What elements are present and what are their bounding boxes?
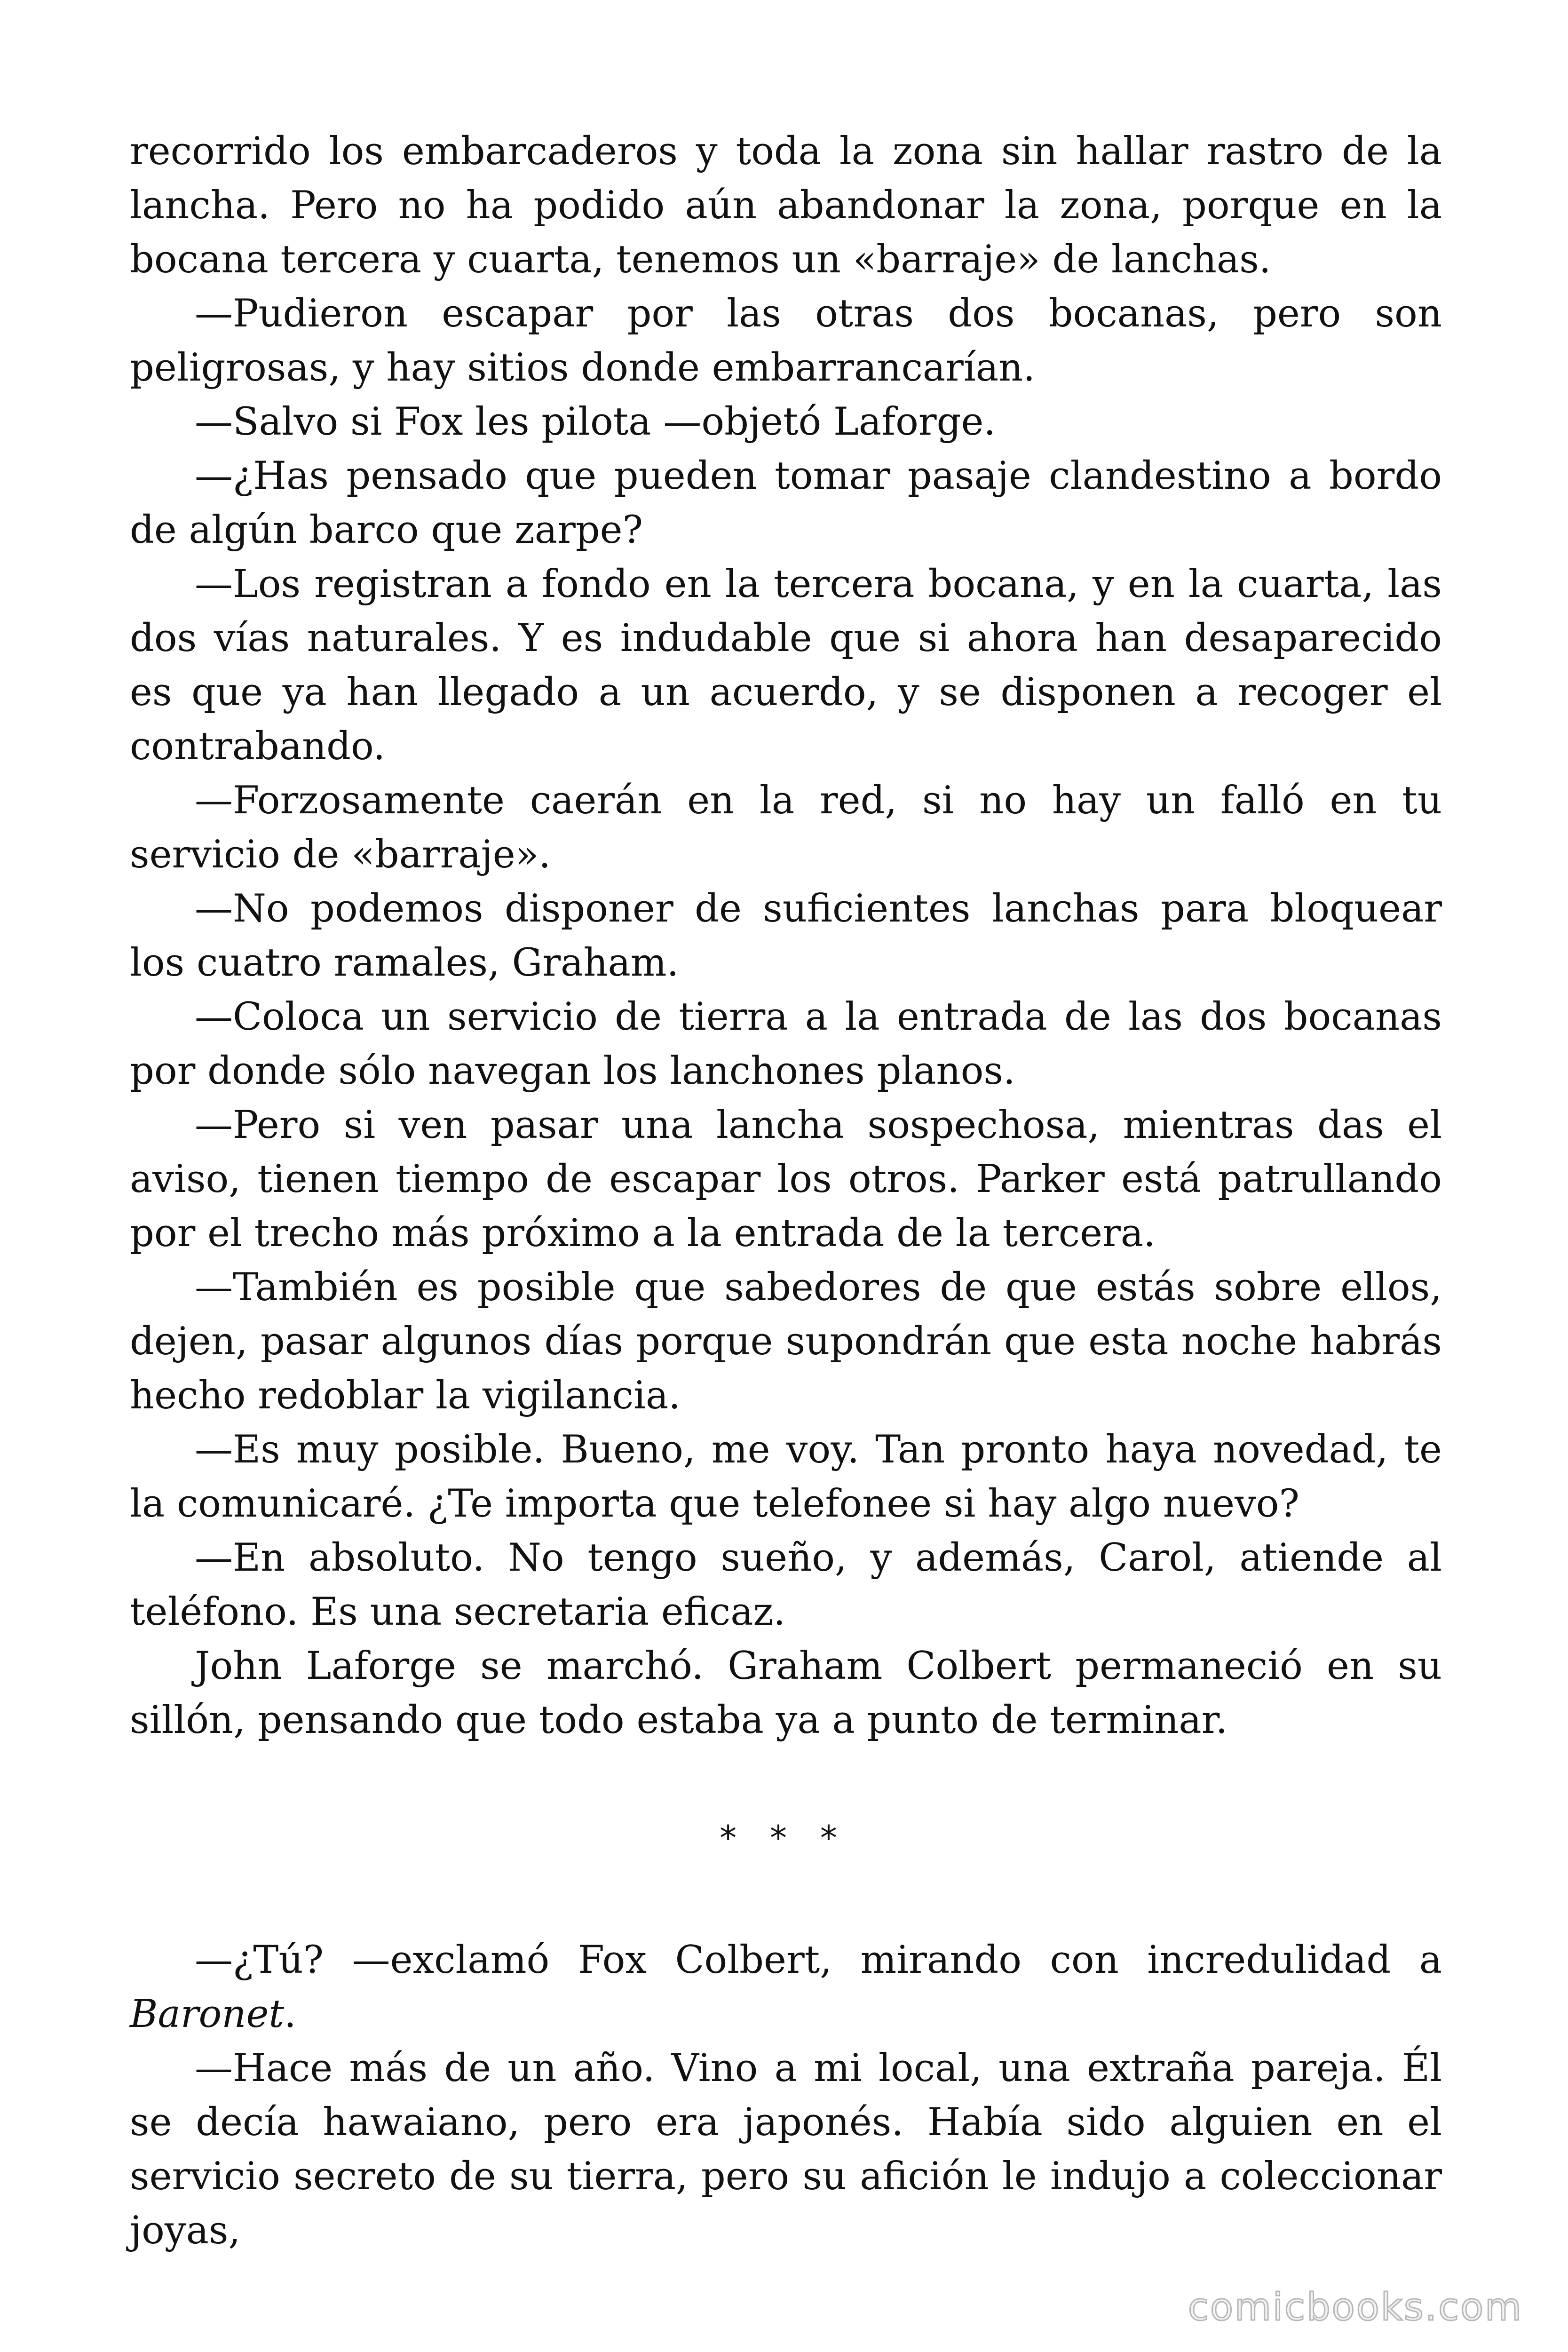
paragraph-dialogue: —También es posible que sabedores de que estás sobre ellos, dejen, pasar algunos días porque supondrán que esta noche habrás hecho redoblar la vigilancia. <box>130 1265 1442 1418</box>
text-block-top <box>130 125 1442 1748</box>
paragraph-dialogue: —Los registran a fondo en la tercera bocana, y en la cuarta, las dos vías naturales. Y es indudable que si ahora han desaparecido es que ya han llegado a un acuerdo, y se disponen a recoger el contrabando. <box>130 562 1442 769</box>
text-block-bottom <box>130 1933 1442 2258</box>
paragraph-dialogue: —En absoluto. No tengo sueño, y además, Carol, atiende al teléfono. Es una secretaria eficaz. <box>130 1536 1442 1634</box>
paragraph-narration: John Laforge se marchó. Graham Colbert permaneció en su sillón, pensando que todo estaba ya a punto de terminar. <box>130 1644 1442 1742</box>
paragraph-dialogue: —Pero si ven pasar una lancha sospechosa, mientras das el aviso, tienen tiempo de escapar los otros. Parker está patrullando por el trecho más próximo a la entrada de la tercera. <box>130 1103 1442 1255</box>
italic-name: Baronet <box>130 1992 284 2036</box>
paragraph-dialogue: —Hace más de un año. Vino a mi local, una extraña pareja. Él se decía hawaiano, pero era japonés. Había sido alguien en el servicio secreto de su tierra, pero su afición le indujo a coleccionar joyas, <box>130 2046 1442 2253</box>
paragraph-dialogue: —Pudieron escapar por las otras dos bocanas, pero son peligrosas, y hay sitios donde embarrancarían. <box>130 292 1442 390</box>
paragraph-dialogue: —Coloca un servicio de tierra a la entrada de las dos bocanas por donde sólo navegan los lanchones planos. <box>130 995 1442 1093</box>
paragraph-dialogue: —Salvo si Fox les pilota —objetó Laforge. <box>195 400 996 444</box>
watermark: comicbooks.com <box>1188 2285 1523 2329</box>
paragraph-dialogue: —Es muy posible. Bueno, me voy. Tan pronto haya novedad, te la comunicaré. ¿Te importa que telefonee si hay algo nuevo? <box>130 1428 1442 1526</box>
scene-separator: * * * <box>720 1818 848 1858</box>
paragraph-dialogue <box>130 1933 1442 2042</box>
paragraph-text: —¿Tú? —exclamó Fox Colbert, mirando con incredulidad a <box>195 1938 1442 1982</box>
paragraph-dialogue: —Forzosamente caerán en la red, si no hay un falló en tu servicio de «barraje». <box>130 779 1442 877</box>
paragraph-dialogue: —No podemos disponer de suficientes lanchas para bloquear los cuatro ramales, Graham. <box>130 887 1442 985</box>
paragraph-end: . <box>284 1992 296 2036</box>
paragraph-continuation: recorrido los embarcaderos y toda la zona sin hallar rastro de la lancha. Pero no ha podido aún abandonar la zona, porque en la bocana tercera y cuarta, tenemos un «barraje» de lanchas. <box>130 129 1442 282</box>
paragraph-dialogue: —¿Has pensado que pueden tomar pasaje clandestino a bordo de algún barco que zarpe? <box>130 454 1442 552</box>
